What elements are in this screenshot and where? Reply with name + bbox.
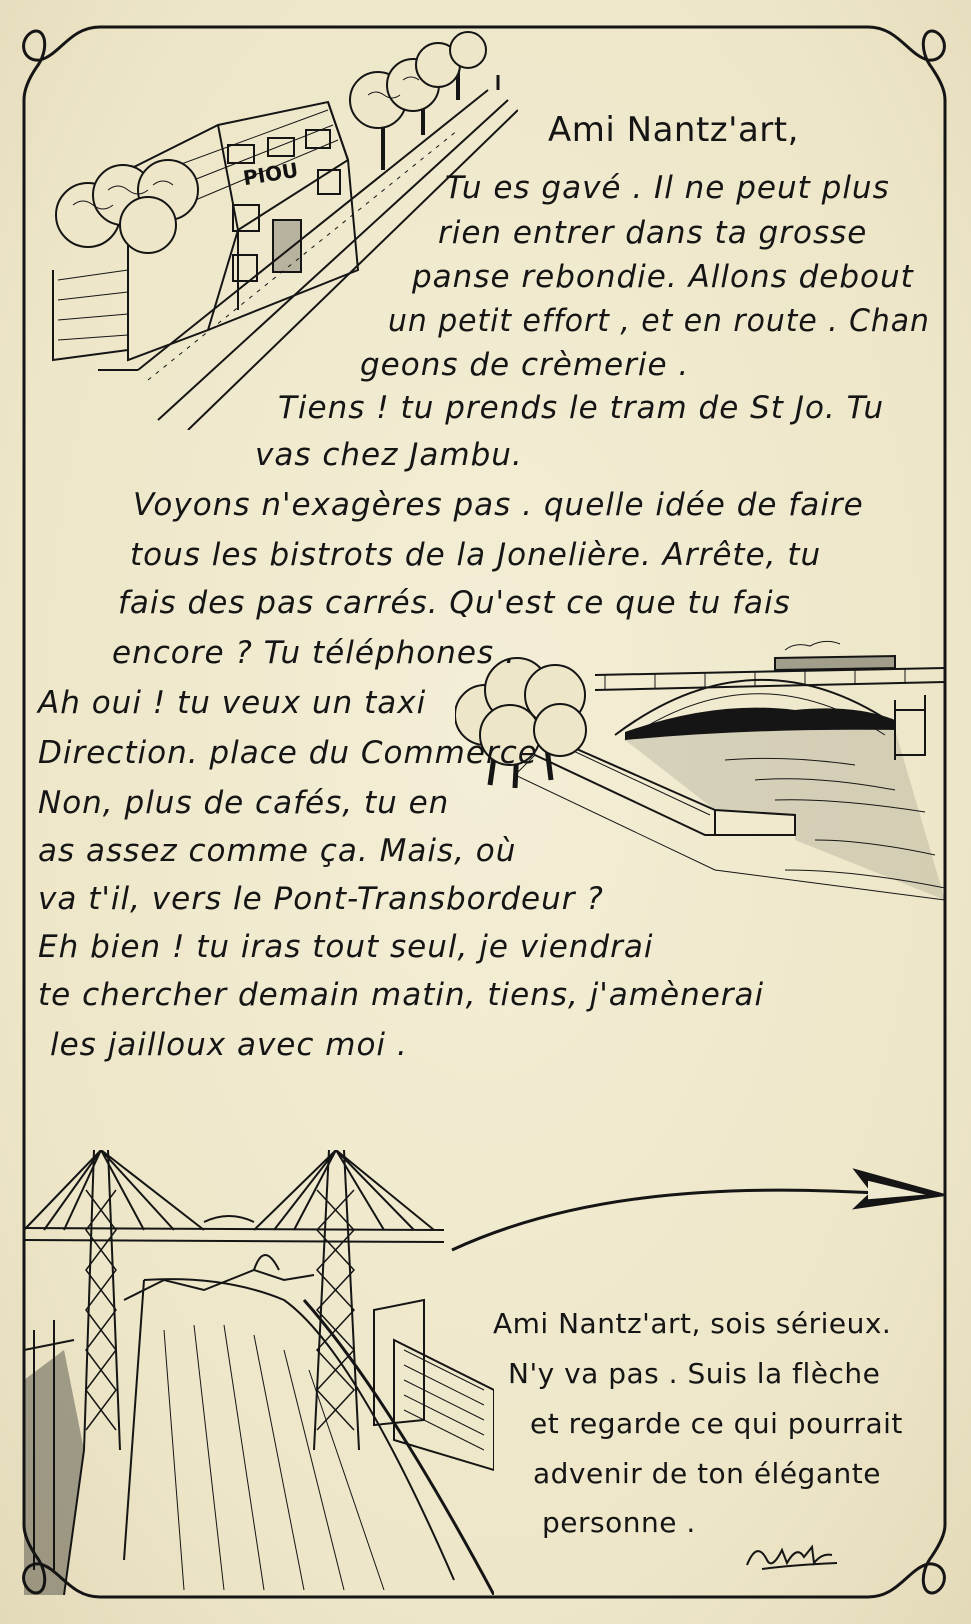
letter-line: un petit effort , et en route . Chan [388, 303, 930, 339]
caption-line: et regarde ce qui pourrait [530, 1407, 903, 1440]
factory-sign: PIOU [241, 157, 300, 191]
letter-line: rien entrer dans ta grosse [438, 215, 868, 251]
letter-line: geons de crèmerie . [360, 347, 690, 383]
letter-title: Ami Nantz'art, [548, 110, 799, 150]
letter-line: fais des pas carrés. Qu'est ce que tu fais [118, 585, 791, 621]
letter-line: Ah oui ! tu veux un taxi [38, 685, 427, 721]
arrow-icon [452, 1170, 945, 1250]
caption-line: personne . [542, 1506, 696, 1539]
letter-line: vas chez Jambu. [255, 437, 523, 473]
signature [742, 1535, 842, 1575]
transporter-bridge-illustration [24, 1150, 494, 1595]
letter-line: Voyons n'exagères pas . quelle idée de faire [133, 487, 864, 523]
letter-line: va t'il, vers le Pont-Transbordeur ? [38, 881, 604, 917]
letter-line: Direction. place du Commerce [38, 735, 538, 771]
caption-line: N'y va pas . Suis la flèche [508, 1357, 881, 1390]
letter-line: les jailloux avec moi . [50, 1027, 408, 1063]
caption-line: Ami Nantz'art, sois sérieux. [493, 1307, 892, 1340]
letter-line: Non, plus de cafés, tu en [38, 785, 450, 821]
letter-line: te chercher demain matin, tiens, j'amènerai [38, 977, 765, 1013]
letter-line: Tiens ! tu prends le tram de St Jo. Tu [278, 390, 885, 426]
letter-line: Tu es gavé . Il ne peut plus [445, 170, 890, 206]
caption-line: advenir de ton élégante [533, 1457, 881, 1490]
letter-line: encore ? Tu téléphones . [112, 635, 516, 671]
letter-line: panse rebondie. Allons debout [412, 259, 914, 295]
letter-line: Eh bien ! tu iras tout seul, je viendrai [38, 929, 654, 965]
letter-line: as assez comme ça. Mais, où [38, 833, 517, 869]
bridge-illustration [455, 640, 945, 910]
letter-line: tous les bistrots de la Jonelière. Arrête, tu [130, 537, 822, 573]
